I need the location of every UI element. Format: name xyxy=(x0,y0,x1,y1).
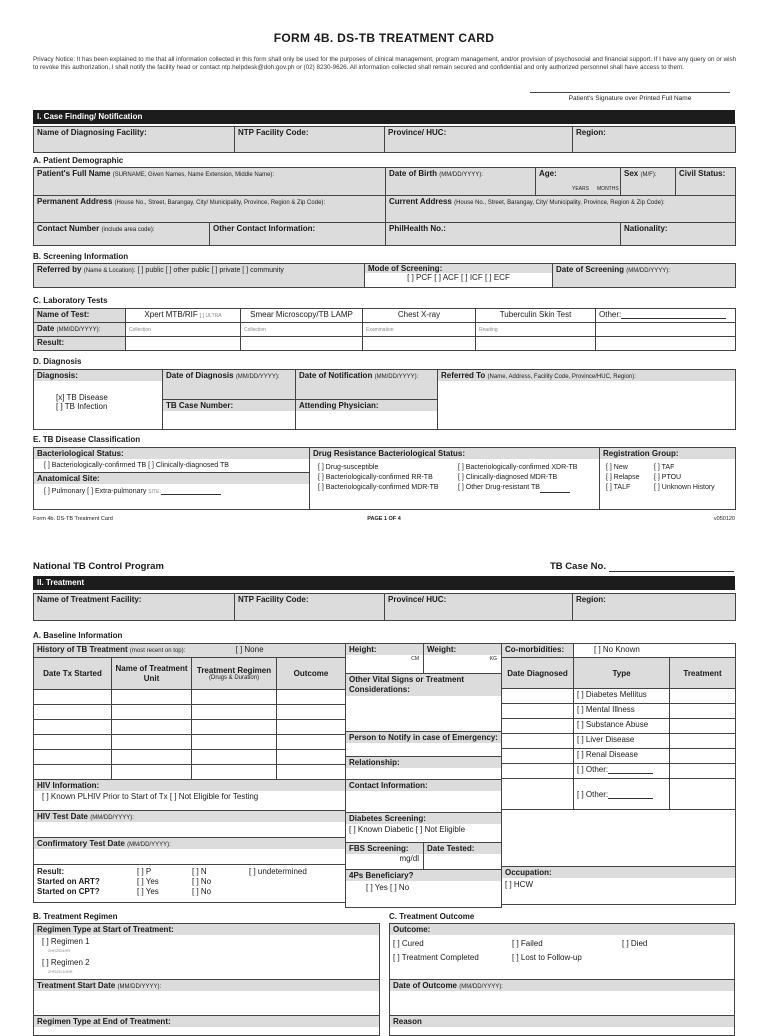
treatment-start-date-field[interactable]: Treatment Start Date (MM/DD/YYYY): xyxy=(34,980,380,1016)
date-tested-field[interactable]: Date Tested: xyxy=(424,843,502,870)
outcome-title: C. Treatment Outcome xyxy=(389,912,475,921)
col-treatment-regimen: Treatment Regimen (Drugs & Duration) xyxy=(192,658,277,690)
regimen-start-field[interactable]: Regimen Type at Start of Treatment: [ ] Regimen 1 2HRZE/4HR [ ] Regimen 2 2HRZE/10HR xyxy=(34,924,380,980)
diagnosis-title: D. Diagnosis xyxy=(33,357,82,366)
nationality-field[interactable]: Nationality: xyxy=(621,223,736,246)
como-cell[interactable] xyxy=(502,779,574,810)
history-cell[interactable] xyxy=(112,705,192,720)
referred-to-field[interactable]: Referred To (Name, Address, Facility Code, Province/HUC, Region): xyxy=(438,370,736,430)
lab-tests-title: C. Laboratory Tests xyxy=(33,296,108,305)
lost-checkbox[interactable]: [ ] Lost to Follow-up xyxy=(512,953,582,962)
registration-group-field[interactable]: Registration Group: [ ] New [ ] Relapse [ ] TALF [ ] TAF [ ] PTOU [ ] Unknown History xyxy=(600,448,736,510)
xpert-result[interactable] xyxy=(126,337,241,351)
other-date[interactable] xyxy=(596,323,736,337)
history-none-checkbox[interactable]: [ ] None xyxy=(235,645,264,654)
como-cell[interactable] xyxy=(502,719,574,734)
other-result[interactable] xyxy=(596,337,736,351)
form-title: FORM 4B. DS-TB TREATMENT CARD xyxy=(273,31,495,45)
tb-case-no-label: TB Case No. xyxy=(550,561,734,572)
tst-result[interactable] xyxy=(476,337,596,351)
history-cell[interactable] xyxy=(277,735,346,750)
hiv-test-date-field[interactable]: HIV Test Date (MM/DD/YYYY): xyxy=(34,811,346,838)
bacteriological-status-field[interactable]: Bacteriological Status: [ ] Bacteriologically-confirmed TB [ ] Clinically-diagnosed TB Anatomical Site: [ ] Pulmonary [ ] Extra-pulmonary SITE: xyxy=(34,448,310,510)
tst-column[interactable]: Tuberculin Skin Test xyxy=(476,309,596,323)
history-cell[interactable] xyxy=(112,690,192,705)
ntp-code-field[interactable]: NTP Facility Code: xyxy=(235,127,385,153)
smear-column[interactable]: Smear Microscopy/TB LAMP xyxy=(241,309,363,323)
history-cell[interactable] xyxy=(34,750,112,765)
dob-field[interactable]: Date of Birth (MM/DD/YYYY): xyxy=(386,168,536,196)
history-cell[interactable] xyxy=(112,765,192,780)
blank-cell xyxy=(502,810,736,867)
comorbidities-label: Co-morbidities: xyxy=(502,644,574,658)
date-of-notification-field[interactable]: Date of Notification (MM/DD/YYYY): xyxy=(296,370,438,400)
col-treatment: Treatment xyxy=(670,658,736,689)
footer-page: PAGE 1 OF 4 xyxy=(367,516,401,522)
classification-table xyxy=(33,447,736,510)
como-cell[interactable] xyxy=(670,749,736,764)
como-cell[interactable] xyxy=(502,734,574,749)
relationship-field[interactable]: Relationship: xyxy=(346,757,502,780)
tst-date[interactable]: Reading xyxy=(476,323,596,337)
lab-tests-table xyxy=(33,308,736,351)
regimen-2-checkbox[interactable]: [ ] Regimen 2 xyxy=(42,958,90,967)
screening-table xyxy=(33,263,736,288)
ntp-code-field-2[interactable]: NTP Facility Code: xyxy=(235,594,385,621)
no-known-checkbox[interactable]: [ ] No Known xyxy=(574,644,736,658)
province-field[interactable]: Province/ HUC: xyxy=(385,127,573,153)
history-cell[interactable] xyxy=(192,720,277,735)
history-cell[interactable] xyxy=(192,690,277,705)
mental-illness-checkbox[interactable]: [ ] Mental Illness xyxy=(574,704,670,719)
smear-result[interactable] xyxy=(241,337,363,351)
full-name-field[interactable]: Patient's Full Name (SURNAME, Given Names, Name Extension, Middle Name): xyxy=(34,168,386,196)
chest-xray-column[interactable]: Chest X-ray xyxy=(363,309,476,323)
tb-infection-checkbox[interactable]: [ ] TB Infection xyxy=(56,402,108,411)
history-cell[interactable] xyxy=(112,750,192,765)
history-cell[interactable] xyxy=(277,690,346,705)
height-field[interactable]: Height: CM xyxy=(346,644,424,674)
history-cell[interactable] xyxy=(192,750,277,765)
history-cell[interactable] xyxy=(112,735,192,750)
history-cell[interactable] xyxy=(192,735,277,750)
case-finding-table xyxy=(33,126,736,153)
other-checkbox-2[interactable]: [ ] Other: xyxy=(574,779,670,810)
treatment-facility-field[interactable]: Name of Treatment Facility: xyxy=(34,594,235,621)
cured-checkbox[interactable]: [ ] Cured xyxy=(393,939,424,948)
col-outcome: Outcome xyxy=(277,658,346,690)
col-date-diagnosed: Date Diagnosed xyxy=(502,658,574,689)
history-label: History of TB Treatment (most recent on top): xyxy=(34,644,277,658)
other-test-column[interactable]: Other: xyxy=(596,309,736,323)
history-cell[interactable] xyxy=(112,720,192,735)
history-cell[interactable] xyxy=(277,765,346,780)
history-cell[interactable] xyxy=(277,705,346,720)
mode-of-screening-field[interactable]: Mode of Screening: [ ] PCF [ ] ACF [ ] ICF [ ] ECF xyxy=(365,264,553,288)
referred-by-field[interactable]: Referred by (Name & Location): [ ] public [ ] other public [ ] private [ ] community xyxy=(34,264,365,288)
xpert-column[interactable]: Xpert MTB/RIF [ ] ULTRA xyxy=(126,309,241,323)
treatment-header: II. Treatment xyxy=(33,576,735,590)
current-address-field[interactable]: Current Address (House No., Street, Barangay, City/ Municipality, Province, Region & Zip Code): xyxy=(386,196,736,223)
como-cell[interactable] xyxy=(502,704,574,719)
footer-form-name: Form 4b. DS-TB Treatment Card xyxy=(33,516,113,522)
outcome-table xyxy=(389,923,735,1036)
regimen-1-checkbox[interactable]: [ ] Regimen 1 xyxy=(42,937,90,946)
signature-label: Patient's Signature over Printed Full Name xyxy=(568,95,692,102)
como-cell[interactable] xyxy=(502,689,574,704)
classification-title: E. TB Disease Classification xyxy=(33,435,141,444)
como-cell[interactable] xyxy=(670,764,736,779)
como-cell[interactable] xyxy=(670,689,736,704)
history-cell[interactable] xyxy=(34,765,112,780)
drug-resistance-field[interactable]: Drug Resistance Bacteriological Status: [ ] Drug-susceptible [ ] Bacteriologically-confirmed RR-TB [ ] Bacteriologically-confirmed MDR-TB [ ] Bacteriologically-confirmed XDR-TB [ ] Clinically-diagnosed MDR-TB [ ] Other Drug-resistant TB xyxy=(310,448,600,510)
screening-title: B. Screening Information xyxy=(33,252,129,261)
history-cell[interactable] xyxy=(192,765,277,780)
region-field-2[interactable]: Region: xyxy=(573,594,736,621)
philhealth-field[interactable]: PhilHealth No.: xyxy=(386,223,621,246)
regimen-table xyxy=(33,923,380,1036)
province-field-2[interactable]: Province/ HUC: xyxy=(385,594,573,621)
como-cell[interactable] xyxy=(502,749,574,764)
regimen-end-field[interactable]: Regimen Type at End of Treatment: xyxy=(34,1016,380,1036)
history-cell[interactable] xyxy=(277,750,346,765)
privacy-notice: Privacy Notice: It has been explained to me that all information collected in this form shall only be used for the purposes of clinical management, program management, and/or provision of psychosocial and financial support. If I have any query on or wish to revoke this authorization, I shall notify the facility head or contact ntp.helpdesk@doh.gov.ph or (02) 8230-9626. All information collected shall remain secured and confidential and only authorized personnel shall have access to them. xyxy=(33,56,737,72)
history-cell[interactable] xyxy=(277,720,346,735)
tb-disease-checkbox[interactable]: [x] TB Disease xyxy=(56,393,108,402)
date-of-outcome-field[interactable]: Date of Outcome (MM/DD/YYYY): xyxy=(390,980,735,1016)
name-of-test-label: Name of Test: xyxy=(34,309,126,323)
diabetes-checkbox[interactable]: [ ] Diabetes Mellitus xyxy=(574,689,670,704)
treatment-facility-table xyxy=(33,593,736,621)
history-cell[interactable] xyxy=(34,735,112,750)
smear-date[interactable]: Collection xyxy=(241,323,363,337)
col-date-started: Date Tx Started xyxy=(34,658,112,690)
substance-abuse-checkbox[interactable]: [ ] Substance Abuse xyxy=(574,719,670,734)
attending-physician-field[interactable]: Attending Physician: xyxy=(296,400,438,430)
como-cell[interactable] xyxy=(670,779,736,810)
failed-checkbox[interactable]: [ ] Failed xyxy=(512,939,543,948)
other-vitals-field[interactable]: Other Vital Signs or Treatment Considerations: xyxy=(346,674,502,732)
history-cell[interactable] xyxy=(34,705,112,720)
history-cell[interactable] xyxy=(34,720,112,735)
regimen-title: B. Treatment Regimen xyxy=(33,912,118,921)
renal-disease-checkbox[interactable]: [ ] Renal Disease xyxy=(574,749,670,764)
como-cell[interactable] xyxy=(670,704,736,719)
diagnosis-table xyxy=(33,369,736,430)
cxr-date[interactable]: Examination xyxy=(363,323,476,337)
vitals-table xyxy=(345,643,502,908)
tb-case-number-field[interactable]: TB Case Number: xyxy=(163,400,296,430)
hiv-information-field[interactable]: HIV Information: [ ] Known PLHIV Prior to Start of Tx [ ] Not Eligible for Testing xyxy=(34,780,346,811)
date-of-diagnosis-field[interactable]: Date of Diagnosis (MM/DD/YYYY): xyxy=(163,370,296,400)
civil-status-field[interactable]: Civil Status: xyxy=(676,168,736,196)
como-cell[interactable] xyxy=(670,734,736,749)
occupation-field[interactable]: Occupation: [ ] HCW xyxy=(502,867,736,905)
emergency-contact-field[interactable]: Person to Notify in case of Emergency: xyxy=(346,732,502,757)
history-cell[interactable] xyxy=(192,705,277,720)
contact-information-field[interactable]: Contact Information: xyxy=(346,780,502,813)
col-type: Type xyxy=(574,658,670,689)
sex-field[interactable]: Sex (M/F): xyxy=(621,168,676,196)
outcome-field[interactable]: Outcome: [ ] Cured [ ] Failed [ ] Died [ ] Treatment Completed [ ] Lost to Follow-up xyxy=(390,924,735,980)
permanent-address-field[interactable]: Permanent Address (House No., Street, Barangay, City/ Municipality, Province, Region & Zip Code): xyxy=(34,196,386,223)
date-of-screening-field[interactable]: Date of Screening (MM/DD/YYYY): xyxy=(553,264,736,288)
cxr-result[interactable] xyxy=(363,337,476,351)
lab-date-label: Date (MM/DD/YYYY): xyxy=(34,323,126,337)
region-field[interactable]: Region: xyxy=(573,127,736,153)
demographic-table xyxy=(33,167,736,246)
age-field[interactable]: Age: YEARS MONTHS xyxy=(536,168,621,196)
weight-field[interactable]: Weight: KG xyxy=(424,644,502,674)
footer-version: v050120 xyxy=(713,516,735,522)
reason-field[interactable]: Reason xyxy=(390,1016,735,1036)
history-table xyxy=(33,643,346,903)
history-cell[interactable] xyxy=(34,690,112,705)
contact-number-field[interactable]: Contact Number (include area code): xyxy=(34,223,210,246)
baseline-title: A. Baseline Information xyxy=(33,631,123,640)
died-checkbox[interactable]: [ ] Died xyxy=(622,939,648,948)
case-finding-header: I. Case Finding/ Notification xyxy=(33,110,735,124)
signature-line[interactable] xyxy=(530,92,730,93)
como-cell[interactable] xyxy=(670,719,736,734)
diabetes-screening-field[interactable]: Diabetes Screening: [ ] Known Diabetic [ ] Not Eligible xyxy=(346,813,502,843)
other-contact-field[interactable]: Other Contact Information: xyxy=(210,223,386,246)
diagnosing-facility-field[interactable]: Name of Diagnosing Facility: xyxy=(34,127,235,153)
col-treatment-unit: Name of Treatment Unit xyxy=(112,658,192,690)
confirmatory-date-field[interactable]: Confirmatory Test Date (MM/DD/YYYY): xyxy=(34,838,346,865)
comorbidities-table xyxy=(501,643,736,905)
fourps-field[interactable]: 4Ps Beneficiary? [ ] Yes [ ] No xyxy=(346,870,502,908)
completed-checkbox[interactable]: [ ] Treatment Completed xyxy=(393,953,479,962)
fbs-screening-field[interactable]: FBS Screening: mg/dl xyxy=(346,843,424,870)
program-name: National TB Control Program xyxy=(33,561,164,572)
diagnosis-field[interactable]: Diagnosis: [x] TB Disease [ ] TB Infection xyxy=(34,370,163,430)
como-cell[interactable] xyxy=(502,764,574,779)
other-checkbox-1[interactable]: [ ] Other: xyxy=(574,764,670,779)
xpert-date[interactable]: Collection xyxy=(126,323,241,337)
liver-disease-checkbox[interactable]: [ ] Liver Disease xyxy=(574,734,670,749)
patient-demographic-title: A. Patient Demographic xyxy=(33,156,124,165)
hiv-result-field[interactable]: Result: [ ] P [ ] N [ ] undetermined Started on ART? [ ] Yes [ ] No Started on CPT? [ ] Yes [ ] No xyxy=(34,865,346,903)
lab-result-label: Result: xyxy=(34,337,126,351)
